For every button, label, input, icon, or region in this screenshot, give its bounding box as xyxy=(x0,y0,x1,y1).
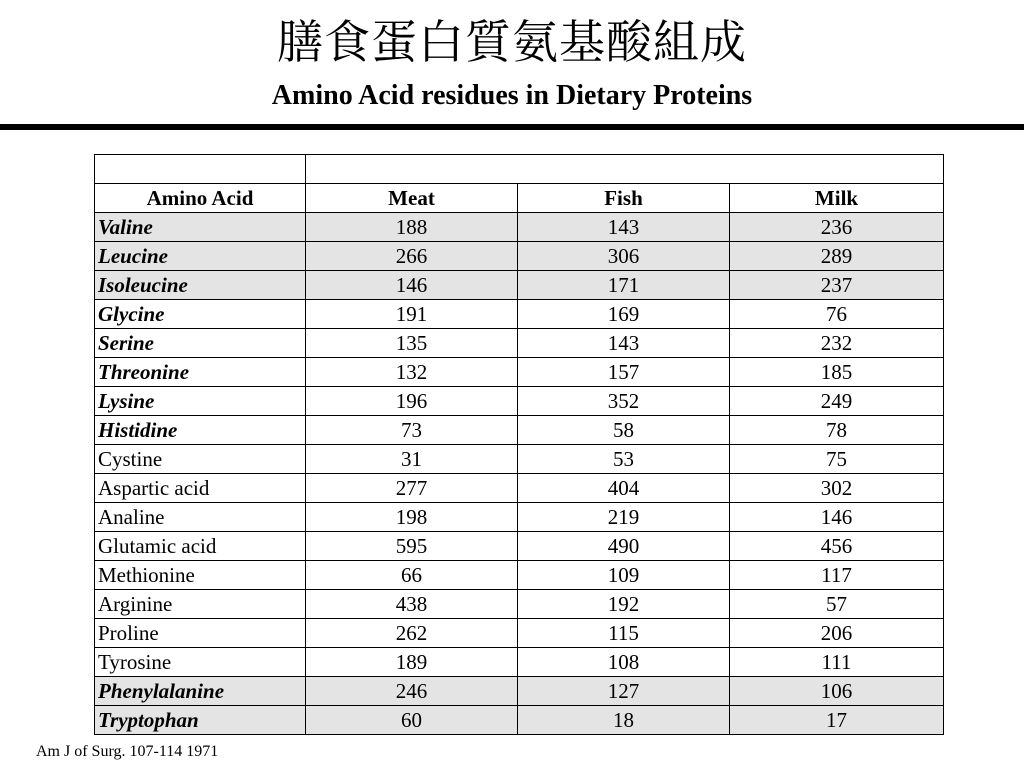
milk-value-cell: 302 xyxy=(730,474,944,503)
amino-acid-name-cell: Valine xyxy=(95,213,306,242)
fish-value-cell: 404 xyxy=(518,474,730,503)
fish-value-cell: 192 xyxy=(518,590,730,619)
table-row xyxy=(95,619,944,648)
amino-acid-name-cell: Methionine xyxy=(95,561,306,590)
table-row xyxy=(95,329,944,358)
table-row xyxy=(95,271,944,300)
fish-value-cell: 115 xyxy=(518,619,730,648)
fish-value-cell: 109 xyxy=(518,561,730,590)
amino-acid-name-cell: Leucine xyxy=(95,242,306,271)
meat-value-cell: 266 xyxy=(306,242,518,271)
amino-acid-name-cell: Arginine xyxy=(95,590,306,619)
fish-value-cell: 127 xyxy=(518,677,730,706)
column-header-milk: Milk xyxy=(730,184,944,213)
citation: Am J of Surg. 107-114 1971 xyxy=(36,743,219,760)
table-row xyxy=(95,532,944,561)
milk-value-cell: 17 xyxy=(730,706,944,735)
amino-acid-name-cell: Phenylalanine xyxy=(95,677,306,706)
table-body xyxy=(95,155,944,735)
table-row xyxy=(95,358,944,387)
fish-value-cell: 490 xyxy=(518,532,730,561)
amino-acid-table xyxy=(94,154,944,735)
page-title-english: Amino Acid residues in Dietary Proteins xyxy=(271,80,753,111)
meat-value-cell: 31 xyxy=(306,445,518,474)
meat-value-cell: 595 xyxy=(306,532,518,561)
milk-value-cell: 76 xyxy=(730,300,944,329)
milk-value-cell: 75 xyxy=(730,445,944,474)
table-row xyxy=(95,677,944,706)
milk-value-cell: 57 xyxy=(730,590,944,619)
milk-value-cell: 78 xyxy=(730,416,944,445)
meat-value-cell: 135 xyxy=(306,329,518,358)
amino-acid-name-cell: Aspartic acid xyxy=(95,474,306,503)
amino-acid-name-cell: Isoleucine xyxy=(95,271,306,300)
fish-value-cell: 157 xyxy=(518,358,730,387)
table-row xyxy=(95,561,944,590)
milk-value-cell: 206 xyxy=(730,619,944,648)
blank-cell-left xyxy=(95,155,306,184)
meat-value-cell: 132 xyxy=(306,358,518,387)
amino-acid-name-cell: Analine xyxy=(95,503,306,532)
fish-value-cell: 169 xyxy=(518,300,730,329)
table-row xyxy=(95,242,944,271)
amino-acid-name-cell: Lysine xyxy=(95,387,306,416)
fish-value-cell: 143 xyxy=(518,213,730,242)
meat-value-cell: 277 xyxy=(306,474,518,503)
fish-value-cell: 171 xyxy=(518,271,730,300)
milk-value-cell: 117 xyxy=(730,561,944,590)
table-row xyxy=(95,648,944,677)
amino-acid-name-cell: Tyrosine xyxy=(95,648,306,677)
table-row xyxy=(95,300,944,329)
meat-value-cell: 196 xyxy=(306,387,518,416)
amino-acid-name-cell: Cystine xyxy=(95,445,306,474)
amino-acid-name-cell: Histidine xyxy=(95,416,306,445)
milk-value-cell: 249 xyxy=(730,387,944,416)
meat-value-cell: 189 xyxy=(306,648,518,677)
milk-value-cell: 232 xyxy=(730,329,944,358)
table-header-row xyxy=(95,184,944,213)
page-title-chinese: 膳食蛋白質氨基酸組成 xyxy=(277,15,747,69)
fish-value-cell: 18 xyxy=(518,706,730,735)
amino-acid-name-cell: Tryptophan xyxy=(95,706,306,735)
amino-acid-name-cell: Glycine xyxy=(95,300,306,329)
milk-value-cell: 237 xyxy=(730,271,944,300)
amino-acid-name-cell: Serine xyxy=(95,329,306,358)
milk-value-cell: 106 xyxy=(730,677,944,706)
fish-value-cell: 108 xyxy=(518,648,730,677)
amino-acid-name-cell: Threonine xyxy=(95,358,306,387)
table-row xyxy=(95,590,944,619)
meat-value-cell: 198 xyxy=(306,503,518,532)
meat-value-cell: 73 xyxy=(306,416,518,445)
table-row xyxy=(95,706,944,735)
milk-value-cell: 111 xyxy=(730,648,944,677)
meat-value-cell: 60 xyxy=(306,706,518,735)
meat-value-cell: 66 xyxy=(306,561,518,590)
fish-value-cell: 352 xyxy=(518,387,730,416)
meat-value-cell: 262 xyxy=(306,619,518,648)
milk-value-cell: 236 xyxy=(730,213,944,242)
fish-value-cell: 143 xyxy=(518,329,730,358)
column-header-meat: Meat xyxy=(306,184,518,213)
table-row xyxy=(95,474,944,503)
meat-value-cell: 438 xyxy=(306,590,518,619)
column-header-fish: Fish xyxy=(518,184,730,213)
fish-value-cell: 58 xyxy=(518,416,730,445)
title-divider xyxy=(0,124,1024,130)
meat-value-cell: 246 xyxy=(306,677,518,706)
amino-acid-name-cell: Proline xyxy=(95,619,306,648)
milk-value-cell: 146 xyxy=(730,503,944,532)
meat-value-cell: 188 xyxy=(306,213,518,242)
table-row xyxy=(95,445,944,474)
table-row xyxy=(95,387,944,416)
table-row xyxy=(95,503,944,532)
amino-acid-name-cell: Glutamic acid xyxy=(95,532,306,561)
blank-cell-right xyxy=(306,155,944,184)
meat-value-cell: 191 xyxy=(306,300,518,329)
milk-value-cell: 289 xyxy=(730,242,944,271)
fish-value-cell: 53 xyxy=(518,445,730,474)
fish-value-cell: 219 xyxy=(518,503,730,532)
table-row xyxy=(95,416,944,445)
fish-value-cell: 306 xyxy=(518,242,730,271)
meat-value-cell: 146 xyxy=(306,271,518,300)
milk-value-cell: 456 xyxy=(730,532,944,561)
milk-value-cell: 185 xyxy=(730,358,944,387)
column-header-amino-acid: Amino Acid xyxy=(95,184,306,213)
table-row xyxy=(95,213,944,242)
table-blank-row xyxy=(95,155,944,184)
